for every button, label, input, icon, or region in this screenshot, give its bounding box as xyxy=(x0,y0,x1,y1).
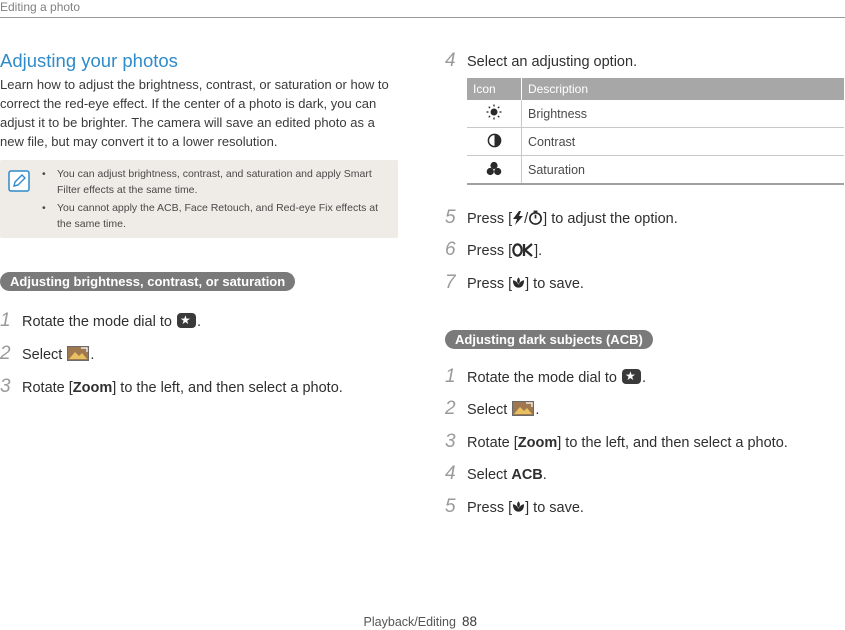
section-pill-bcs: Adjusting brightness, contrast, or saturation xyxy=(0,272,295,291)
page-header xyxy=(0,0,845,18)
step-text: Press [ xyxy=(467,500,513,516)
macro-icon xyxy=(512,276,525,290)
step-text: Select xyxy=(467,402,512,418)
step-number: 2 xyxy=(445,398,456,419)
step-number: 5 xyxy=(445,207,456,228)
section-heading: Adjusting your photos xyxy=(0,50,178,71)
note-list xyxy=(42,166,382,234)
step-text: Press [ xyxy=(467,276,513,292)
header-title: Editing a photo xyxy=(0,0,81,14)
table-cell: Brightness xyxy=(522,100,845,128)
table-header-icon: Icon xyxy=(467,78,522,100)
photo-editor-icon xyxy=(512,401,534,416)
step-number: 6 xyxy=(445,239,456,260)
saturation-icon xyxy=(486,161,502,176)
table-cell: Saturation xyxy=(522,156,845,185)
note-box xyxy=(0,160,398,238)
left-column: Adjusting your photos Learn how to adjust the brightness, contrast, or saturation or how to correct the red-eye effect. If the center of a photo is dark, you can adjust it to be brighter. The camera will save an edited photo as a new file, but may convert it to a lower resolution. • You can adjust brightness, contrast, and saturation and apply Smart Filter effects at the same time. • You cannot apply the ACB, Face Retouch, and Red-eye Fix effects at the same time. Adjusting brightness, contrast, or saturation 1 Rotate the mode dial to ★. 2 Select . 3 Rotate [Zoom] to the left, and then select a photo. xyxy=(0,50,400,151)
step-text: Rotate [ xyxy=(22,380,73,396)
step-number: 1 xyxy=(0,310,11,331)
macro-icon xyxy=(512,500,525,514)
acb-label: ACB xyxy=(511,467,543,483)
step-text: Rotate [ xyxy=(467,435,518,451)
smart-mode-dial-icon xyxy=(177,313,196,328)
step-number: 4 xyxy=(445,463,456,484)
step-number: 2 xyxy=(0,343,11,364)
table-row xyxy=(467,156,844,185)
page-footer xyxy=(364,614,477,629)
step-number: 3 xyxy=(445,431,456,452)
intro-paragraph: Learn how to adjust the brightness, contrast, or saturation or how to correct the red-eye effect. If the center of a photo is dark, you can adjust it to be brighter. The camera will save an edited photo as a new file, but may convert it to a lower resolution. xyxy=(0,77,389,149)
step-text: Select xyxy=(467,467,512,483)
page-number: 88 xyxy=(461,614,477,629)
zoom-label: Zoom xyxy=(517,435,558,451)
table-cell: Contrast xyxy=(522,128,845,156)
step-number: 3 xyxy=(0,376,11,397)
step-text: Select an adjusting option. xyxy=(467,54,638,70)
step-text: Rotate the mode dial to xyxy=(22,314,176,330)
step-text: Press [ xyxy=(467,211,513,227)
step-number: 5 xyxy=(445,496,456,517)
step-number: 4 xyxy=(445,50,456,71)
contrast-icon xyxy=(487,133,502,148)
smart-mode-dial-icon xyxy=(622,369,641,384)
zoom-label: Zoom xyxy=(72,380,113,396)
table-row xyxy=(467,128,844,156)
timer-icon xyxy=(528,210,543,225)
footer-section: Playback/Editing xyxy=(363,615,456,629)
brightness-icon xyxy=(486,104,502,120)
ok-button-icon xyxy=(512,243,534,257)
options-table xyxy=(467,78,844,185)
step-number: 1 xyxy=(445,366,456,387)
section-pill-acb: Adjusting dark subjects (ACB) xyxy=(445,330,653,349)
step-text: Rotate the mode dial to xyxy=(467,370,621,386)
note-item: • You cannot apply the ACB, Face Retouch, and Red-eye Fix effects at the same time. xyxy=(42,200,382,232)
note-pencil-icon xyxy=(8,170,30,192)
photo-editor-icon xyxy=(67,346,89,361)
step-number: 7 xyxy=(445,272,456,293)
step-text: Select xyxy=(22,347,67,363)
table-row xyxy=(467,100,844,128)
table-header-description: Description xyxy=(522,78,845,100)
step-text: Press [ xyxy=(467,243,513,259)
note-item: • You can adjust brightness, contrast, and saturation and apply Smart Filter effects at the same time. xyxy=(42,166,382,198)
flash-icon xyxy=(512,211,524,225)
